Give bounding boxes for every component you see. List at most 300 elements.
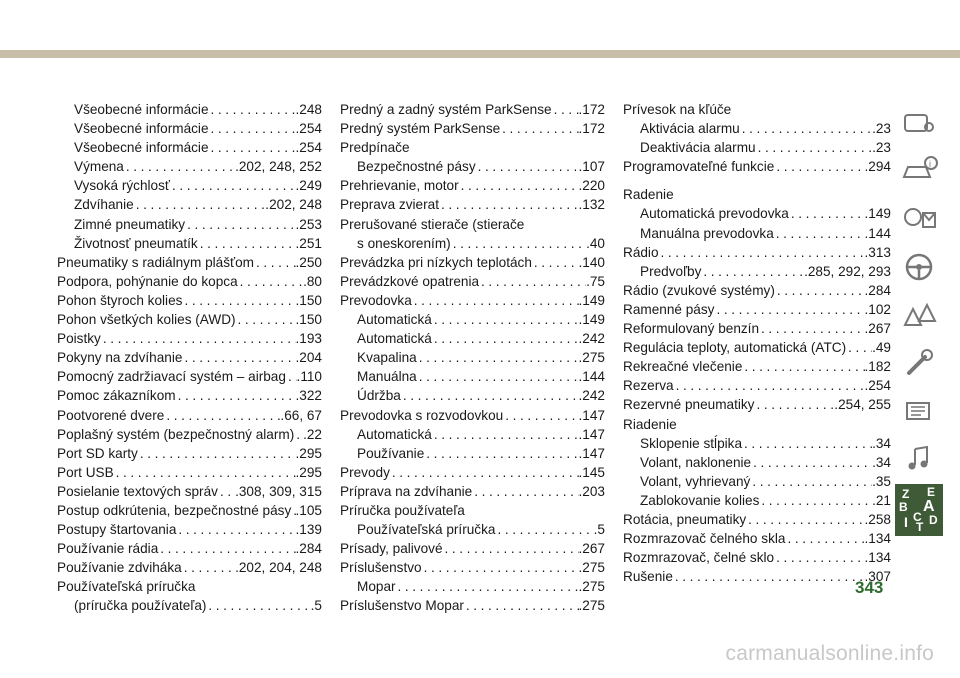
dot-leader: [401, 386, 579, 405]
index-entry: [623, 491, 891, 510]
index-entry-term: Všeobecné informácie: [74, 102, 209, 117]
index-entry: [57, 310, 322, 329]
index-entry: [340, 310, 605, 329]
dot-leader: [750, 472, 872, 491]
dot-leader: [238, 272, 303, 291]
dot-leader: [254, 253, 296, 272]
index-column-1: [57, 100, 322, 616]
index-entry: [623, 185, 891, 204]
dot-leader: [114, 463, 296, 482]
index-entry-term: Bezpečnostné pásy: [357, 159, 476, 175]
index-entry: [340, 348, 605, 367]
index-entry-page[interactable]: .134: [864, 550, 891, 566]
index-entry-page[interactable]: .275: [578, 350, 605, 366]
index-entry-term: Aktivácia alarmu: [640, 121, 740, 137]
index-entry-page[interactable]: .23: [872, 121, 891, 137]
index-entry-page[interactable]: .40: [586, 235, 605, 251]
index-entry-page[interactable]: .107: [578, 159, 605, 175]
dot-leader: [206, 596, 310, 615]
dot-leader: [424, 444, 578, 463]
index-entry-page[interactable]: .150: [295, 292, 322, 308]
index-entry-term: Pneumatiky s radiálnym plášťom: [57, 254, 254, 270]
index-entry-term: Deaktivácia alarmu: [640, 140, 756, 156]
dot-leader: [714, 300, 864, 319]
index-entry-term: Reformulovaný benzín: [623, 321, 760, 337]
index-entry-page[interactable]: .275: [578, 560, 605, 576]
index-entry-page[interactable]: .110: [296, 369, 322, 385]
dot-leader: [209, 119, 296, 138]
index-entry: [340, 138, 605, 157]
dot-leader: [185, 215, 295, 234]
index-entry: [340, 119, 605, 138]
index-entry-term: Manuálna: [357, 369, 417, 385]
footer: [0, 634, 960, 678]
index-entry-page[interactable]: .150: [295, 312, 322, 328]
index-entry: [623, 376, 891, 395]
dot-leader: [198, 234, 296, 253]
index-entry-term: Zablokovanie kolies: [640, 492, 760, 508]
index-letter: T: [916, 520, 924, 534]
dot-leader: [759, 319, 865, 338]
dot-leader: [390, 463, 579, 482]
index-entry-term: Mopar: [357, 579, 396, 595]
index-entry-page[interactable]: .254, 255: [834, 397, 891, 413]
index-entry: [340, 539, 605, 558]
index-entry-page[interactable]: .313: [864, 244, 891, 260]
index-entry-page[interactable]: .250: [295, 254, 322, 270]
index-entry-term: Automatická: [357, 426, 432, 442]
index-entry-page[interactable]: .5: [593, 522, 605, 538]
index-entry: [340, 463, 605, 482]
index-entry-term: Prerušované stierače (stierače: [340, 216, 525, 232]
car-keys-icon[interactable]: [895, 100, 943, 145]
index-entry: [623, 472, 891, 491]
index-entry-page[interactable]: .147: [578, 445, 605, 461]
dot-leader: [182, 558, 235, 577]
index-entry-page[interactable]: .147: [578, 426, 605, 442]
index-entry-page[interactable]: .182: [864, 359, 891, 375]
index-entry-page[interactable]: .144: [578, 369, 605, 385]
index-entry-page[interactable]: .149: [864, 206, 891, 222]
dot-leader: [774, 224, 865, 243]
index-entry-term: Rozmrazovač, čelné sklo: [623, 550, 775, 566]
dot-leader: [673, 567, 865, 586]
dot-leader: [422, 558, 579, 577]
index-entry: [57, 386, 322, 405]
dot-leader: [674, 376, 865, 395]
index-entry-term: Príprava na zdvíhanie: [340, 483, 473, 499]
index-letter: C: [913, 510, 922, 524]
dot-leader: [138, 444, 296, 463]
index-entry-page[interactable]: .147: [578, 407, 605, 423]
index-letter: Z: [902, 487, 910, 501]
watermark: carmanualsonline.info: [725, 642, 934, 665]
index-entry: [623, 157, 891, 176]
index-entry-term: Rádio: [623, 244, 659, 260]
index-entry-term: Automatická: [357, 331, 432, 347]
index-entry: [57, 520, 322, 539]
index-entry: [57, 119, 322, 138]
index-entry-term: Predný a zadný systém ParkSense: [340, 102, 552, 117]
index-entry-term: Pokyny na zdvíhanie: [57, 350, 183, 366]
dot-leader: [754, 395, 834, 414]
index-entry: [340, 195, 605, 214]
dot-leader: [476, 157, 579, 176]
page-number: 343: [855, 578, 884, 597]
index-entry-term: Vysoká rýchlosť: [74, 178, 171, 194]
index-entry-term: Predvoľby: [640, 263, 702, 279]
index-entry-term: Programovateľné funkcie: [623, 159, 775, 175]
dot-leader: [500, 119, 578, 138]
index-entry-page[interactable]: .140: [578, 254, 605, 270]
index-entry-page[interactable]: .308, 309, 315: [235, 483, 322, 499]
index-entry-term: Zdvíhanie: [74, 197, 134, 213]
dot-leader: [742, 357, 864, 376]
index-entry: [340, 482, 605, 501]
index-entry-page[interactable]: .35: [872, 473, 891, 489]
index-entry-page[interactable]: .258: [864, 511, 891, 527]
dot-leader: [432, 310, 579, 329]
index-entry-page[interactable]: .242: [578, 388, 605, 404]
index-entry-term: Prísady, palivové: [340, 541, 443, 557]
dot-leader: [451, 234, 586, 253]
index-entry-page[interactable]: .21: [872, 492, 891, 508]
index-letter: A: [923, 498, 935, 515]
index-entry: [57, 596, 322, 615]
index-entry: [623, 357, 891, 376]
index-entry-term: Postup odkrútenia, bezpečnostné pásy: [57, 502, 292, 518]
index-entry: [340, 406, 605, 425]
dot-leader: [439, 195, 579, 214]
dashboard-lights-icon[interactable]: [895, 196, 943, 241]
index-entry-page[interactable]: .322: [295, 388, 322, 404]
index-entry: [340, 501, 605, 520]
index-entry-term: s oneskorením): [357, 235, 451, 251]
index-entry-page[interactable]: .105: [295, 502, 322, 518]
index-entry-page[interactable]: .172: [578, 121, 605, 137]
index-entry: [57, 138, 322, 157]
index-entry: [623, 395, 891, 414]
dot-leader: [459, 176, 579, 195]
index-entry-term: Údržba: [357, 388, 401, 404]
dot-leader: [412, 291, 579, 310]
dot-leader: [134, 195, 266, 214]
dot-leader: [164, 406, 280, 425]
steering-wheel-icon[interactable]: [895, 244, 943, 289]
index-letter: E: [927, 485, 936, 499]
index-entry: [57, 176, 322, 195]
index-entry: [57, 234, 322, 253]
index-entry-term: Port SD karty: [57, 445, 138, 461]
dot-leader: [759, 491, 872, 510]
index-entry-term: Používateľská príručka: [57, 579, 196, 595]
index-entry-page[interactable]: .75: [586, 273, 605, 289]
dot-leader: [176, 520, 295, 539]
index-entry: [340, 425, 605, 444]
dot-leader: [218, 482, 235, 501]
index-entry-term: Zimné pneumatiky: [74, 216, 186, 232]
index-entry-page[interactable]: .204: [295, 350, 322, 366]
index-entry-page[interactable]: .254: [864, 378, 891, 394]
index-entry-page[interactable]: .149: [578, 292, 605, 308]
index-entry-term: Riadenie: [623, 416, 677, 432]
dot-leader: [751, 453, 872, 472]
dot-leader: [176, 386, 296, 405]
index-entry: [340, 444, 605, 463]
index-entry-page[interactable]: .49: [872, 340, 891, 356]
index-entry-term: Manuálna prevodovka: [640, 225, 774, 241]
index-entry: [623, 281, 891, 300]
index-entry-page[interactable]: .248: [295, 102, 322, 117]
dot-leader: [182, 291, 295, 310]
index-entry: [623, 319, 891, 338]
index-entry-page[interactable]: .134: [864, 531, 891, 547]
index-entry-page[interactable]: .251: [295, 235, 322, 251]
dot-leader: [101, 329, 296, 348]
index-entry-page[interactable]: .34: [872, 454, 891, 470]
index-entry-page[interactable]: .295: [295, 464, 322, 480]
dot-leader: [746, 510, 864, 529]
index-entry: [623, 262, 891, 281]
index-entry: [57, 157, 322, 176]
index-entry: [57, 501, 322, 520]
index-entry: [340, 577, 605, 596]
index-entry-term: Kvapalina: [357, 350, 417, 366]
index-letter: D: [929, 513, 938, 527]
index-entry: [340, 558, 605, 577]
index-entry-page[interactable]: .172: [578, 102, 605, 117]
dot-leader: [417, 348, 579, 367]
index-entry-term: Rezerva: [623, 378, 674, 394]
index-entry-page[interactable]: .242: [578, 331, 605, 347]
svg-text:i: i: [929, 158, 931, 169]
index-entry-page[interactable]: .149: [578, 312, 605, 328]
index-entry-term: Port USB: [57, 464, 114, 480]
dot-leader: [158, 539, 295, 558]
index-entry-page[interactable]: .23: [872, 140, 891, 156]
index-entry: [623, 300, 891, 319]
index-entry-term: Pomocný zadržiavací systém – airbag: [57, 369, 286, 385]
index-entry: [340, 272, 605, 291]
index-entry: [57, 444, 322, 463]
index-entry-page[interactable]: .253: [295, 216, 322, 232]
index-column-3: [623, 100, 891, 586]
index-entry-term: Prevodovka s rozvodovkou: [340, 407, 504, 423]
dot-leader: [479, 272, 586, 291]
dot-leader: [432, 329, 579, 348]
index-entry-term: Prevodovka: [340, 292, 412, 308]
index-entry: [623, 548, 891, 567]
dot-leader: [495, 520, 593, 539]
index-entry-term: Podpora, pohýnanie do kopca: [57, 273, 238, 289]
index-entry: [57, 100, 322, 119]
index-entry-page[interactable]: .102: [864, 301, 891, 317]
index-entry: [623, 119, 891, 138]
index-entry-page[interactable]: .254: [295, 140, 322, 156]
index-entry-term: Príslušenstvo: [340, 560, 422, 576]
dot-leader: [846, 338, 872, 357]
index-icon[interactable]: [895, 484, 943, 536]
index-entry-term: Predpínače: [340, 140, 410, 156]
index-entry-term: Rotácia, pneumatiky: [623, 511, 747, 527]
index-entry: [623, 243, 891, 262]
dot-leader: [182, 348, 295, 367]
index-entry: [623, 529, 891, 548]
index-entry-page[interactable]: .267: [864, 321, 891, 337]
index-entry: [623, 567, 891, 586]
dot-leader: [443, 539, 579, 558]
index-entry-term: Rozmrazovač čelného skla: [623, 531, 786, 547]
index-entry-term: Rádio (zvukové systémy): [623, 282, 775, 298]
index-entry-term: Automatická: [357, 312, 432, 328]
dot-leader: [552, 100, 579, 119]
engine-specs-icon[interactable]: [895, 388, 943, 433]
index-entry-term: Používanie zdviháka: [57, 560, 182, 576]
index-entry: [57, 463, 322, 482]
dot-leader: [775, 281, 865, 300]
index-entry: [57, 406, 322, 425]
index-entry-term: Posielanie textových správ: [57, 483, 218, 499]
index-entry-term: Prevody: [340, 464, 390, 480]
index-entry-term: Predný systém ParkSense: [340, 121, 501, 137]
index-entry: [340, 157, 605, 176]
warning-triangle-icon[interactable]: [895, 292, 943, 337]
index-entry: [57, 329, 322, 348]
index-entry: [57, 425, 322, 444]
index-entry: [340, 596, 605, 615]
index-letter: B: [899, 500, 908, 514]
index-entry-page[interactable]: .139: [295, 522, 322, 538]
index-entry: [57, 482, 322, 501]
dot-leader: [432, 425, 579, 444]
dot-leader: [464, 596, 579, 615]
index-entry-page[interactable]: .307: [864, 569, 891, 585]
index-entry-page[interactable]: .80: [303, 273, 322, 289]
wrench-icon[interactable]: [895, 340, 943, 385]
index-entry-page[interactable]: .267: [578, 541, 605, 557]
index-entry-page[interactable]: .66, 67: [280, 407, 322, 423]
index-entry-term: Výmena: [74, 159, 124, 175]
index-entry: [623, 224, 891, 243]
header-band: [0, 0, 960, 62]
dot-leader: [417, 367, 579, 386]
index-entry-page[interactable]: .284: [295, 541, 322, 557]
index-entry-term: Životnosť pneumatík: [74, 235, 198, 251]
index-entry-page[interactable]: .145: [578, 464, 605, 480]
dot-leader: [209, 100, 296, 119]
index-entry-page[interactable]: .285, 292, 293: [804, 263, 891, 279]
index-entry-page[interactable]: .202, 204, 248: [235, 560, 322, 576]
dot-leader: [742, 434, 872, 453]
index-entry-term: Preprava zvierat: [340, 197, 439, 213]
dot-leader: [701, 262, 804, 281]
index-entry-page[interactable]: .193: [295, 331, 322, 347]
index-entry-page[interactable]: .249: [295, 178, 322, 194]
index-entry-page[interactable]: .275: [578, 579, 605, 595]
index-entry: [340, 100, 605, 119]
index-letter: I: [904, 514, 908, 530]
dot-leader: [503, 406, 578, 425]
index-entry-page[interactable]: .132: [578, 197, 605, 213]
index-entry-term: Rušenie: [623, 569, 673, 585]
index-entry: [57, 291, 322, 310]
index-entry: [57, 558, 322, 577]
index-entry-term: Ramenné pásy: [623, 301, 715, 317]
index-entry-page[interactable]: .284: [864, 282, 891, 298]
index-entry: [623, 100, 891, 119]
index-entry: [623, 204, 891, 223]
header-band-stripe: [0, 50, 960, 58]
index-entry: [340, 386, 605, 405]
index-entry: [340, 520, 605, 539]
dot-leader: [170, 176, 296, 195]
index-entry-page[interactable]: .22: [303, 426, 322, 442]
index-entry: [623, 434, 891, 453]
dot-leader: [294, 425, 303, 444]
dot-leader: [740, 119, 872, 138]
index-entry-page[interactable]: .294: [864, 159, 891, 175]
index-entry-page[interactable]: .202, 248, 252: [235, 159, 322, 175]
index-entry: [623, 453, 891, 472]
index-entry-term: Používanie rádia: [57, 541, 159, 557]
index-entry-term: Používateľská príručka: [357, 522, 496, 538]
index-entry-page[interactable]: .295: [295, 445, 322, 461]
index-entry-term: Všeobecné informácie: [74, 140, 209, 156]
index-entry: [57, 272, 322, 291]
index-entry-term: Príručka používateľa: [340, 502, 465, 518]
index-entry-page[interactable]: .202, 248: [265, 197, 322, 213]
index-entry: [623, 138, 891, 157]
index-entry-page[interactable]: .34: [872, 435, 891, 451]
index-entry: [623, 415, 891, 434]
index-entry-term: Príslušenstvo Mopar: [340, 598, 464, 614]
index-entry: [340, 253, 605, 272]
index-entry-term: Prevádzkové opatrenia: [340, 273, 480, 289]
index-entry-term: Radenie: [623, 187, 674, 203]
index-entry-term: Rekreačné vlečenie: [623, 359, 743, 375]
music-note-icon[interactable]: [895, 436, 943, 481]
index-entry-term: Prehrievanie, motor: [340, 178, 459, 194]
dot-leader: [774, 548, 864, 567]
index-entry-page[interactable]: .254: [295, 121, 322, 137]
index-entry: [340, 329, 605, 348]
index-entry-term: Volant, vyhrievaný: [640, 473, 751, 489]
dot-leader: [532, 253, 579, 272]
dot-leader: [789, 204, 865, 223]
index-entry: [623, 338, 891, 357]
index-entry-page[interactable]: .203: [578, 483, 605, 499]
index-entry-page[interactable]: .5: [310, 598, 322, 614]
index-entry: [57, 195, 322, 214]
index-entry-page[interactable]: .275: [578, 598, 605, 614]
chapter-tabs: [895, 100, 943, 539]
index-entry-term: (príručka používateľa): [74, 598, 207, 614]
dot-leader: [659, 243, 865, 262]
index-entry-page[interactable]: .220: [578, 178, 605, 194]
dot-leader: [396, 577, 579, 596]
index-entry: [57, 215, 322, 234]
index-entry-term: Prívesok na kľúče: [623, 102, 732, 117]
dot-leader: [236, 310, 296, 329]
car-info-icon[interactable]: [895, 148, 943, 193]
index-letters: [895, 484, 943, 536]
index-entry-term: Pootvorené dvere: [57, 407, 165, 423]
index-entry-term: Všeobecné informácie: [74, 121, 209, 137]
dot-leader: [286, 367, 297, 386]
index-entry: [57, 348, 322, 367]
index-entry-term: Pohon štyroch kolies: [57, 292, 183, 308]
index-entry-page[interactable]: .144: [864, 225, 891, 241]
